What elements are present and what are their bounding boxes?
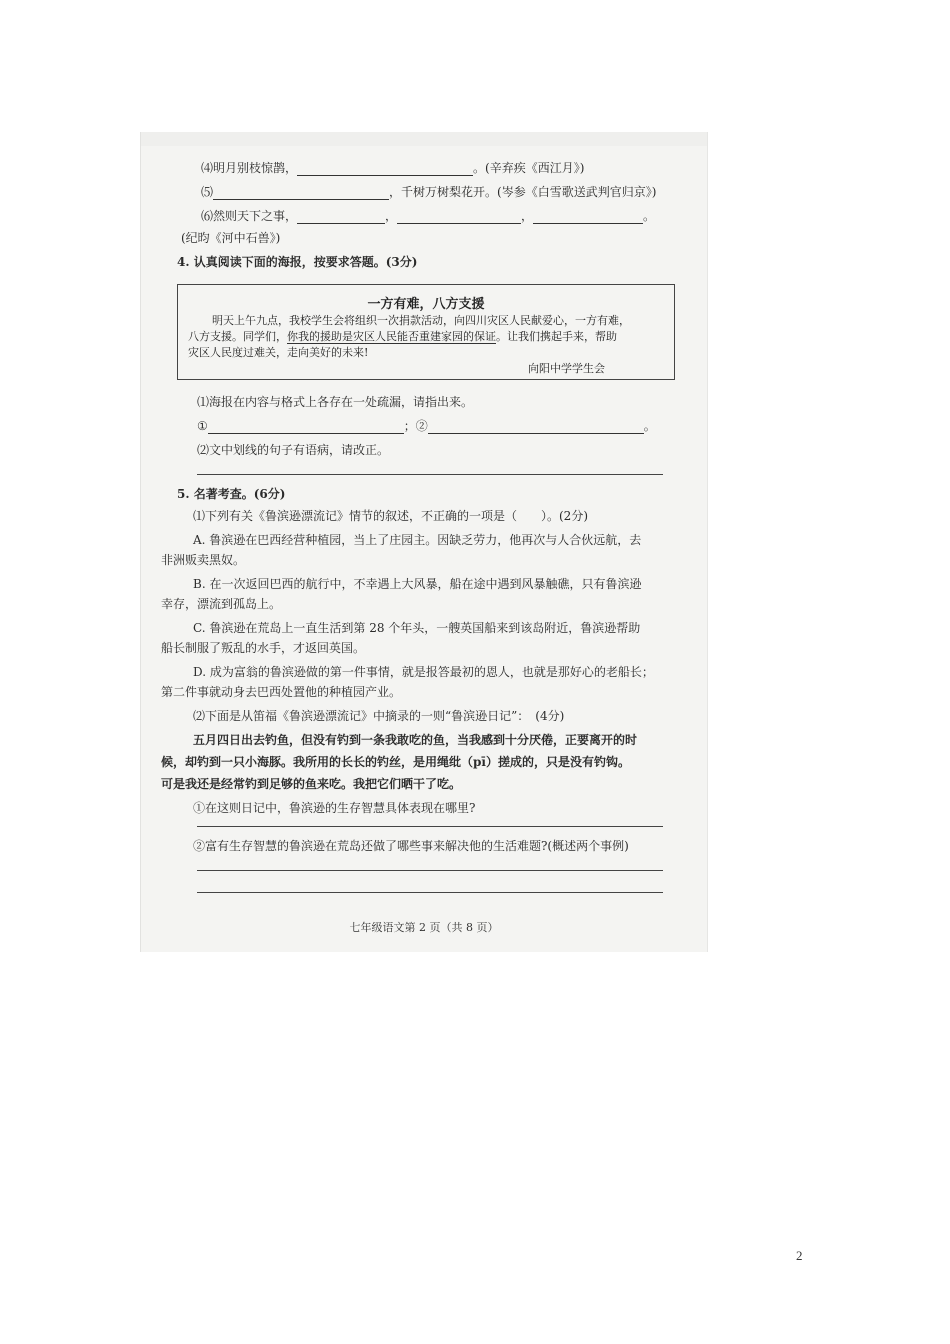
- q5-question-b: ②富有生存智慧的鲁滨逊在荒岛还做了哪些事来解决他的生活难题?(概述两个事例): [193, 839, 629, 853]
- q3-item6-source: (纪昀《河中石兽》): [181, 231, 281, 245]
- answer-line[interactable]: [197, 474, 663, 475]
- diary-line-1: 五月四日出去钓鱼，但没有钓到一条我敢吃的鱼，当我感到十分厌倦，正要离开的时: [193, 733, 638, 747]
- answer-blank[interactable]: [428, 421, 644, 434]
- answer-blank[interactable]: [208, 421, 404, 434]
- poster-line-2: 八方支援。同学们，你我的援助是灾区人民能否重建家园的保证。让我们携起手来，帮助: [188, 330, 617, 343]
- answer-blank[interactable]: [397, 211, 521, 224]
- option-b-line-1: B. 在一次返回巴西的航行中，不幸遇上大风暴，船在途中遇到风暴触礁，只有鲁滨逊: [193, 577, 642, 591]
- poster-signature: 向阳中学学生会: [528, 362, 605, 375]
- answer-line[interactable]: [197, 826, 663, 827]
- answer-blank[interactable]: [297, 163, 473, 176]
- answer-line[interactable]: [197, 892, 663, 893]
- option-c-line-1: C. 鲁滨逊在荒岛上一直生活到第 28 个年头，一艘英国船来到该岛附近，鲁滨逊帮助: [193, 621, 641, 635]
- exam-page-footer: 七年级语文第 2 页（共 8 页）: [349, 921, 499, 934]
- q4-heading: 4. 认真阅读下面的海报，按要求答题。(3分): [177, 255, 418, 269]
- poster-line-1: 明天上午九点，我校学生会将组织一次捐款活动，向四川灾区人民献爱心，一方有难，: [212, 314, 630, 327]
- q4-sub2: ⑵文中划线的句子有语病，请改正。: [197, 443, 390, 457]
- option-a-line-1: A. 鲁滨逊在巴西经营种植园，当上了庄园主。因缺乏劳力，他再次与人合伙远航，去: [193, 533, 642, 547]
- q3-item4: ⑷明月别枝惊鹊， 。(辛弃疾《西江月》): [201, 161, 585, 175]
- q3-item6: ⑹然则天下之事， ， ， 。: [201, 209, 656, 223]
- q5-question-a: ①在这则日记中，鲁滨逊的生存智慧具体表现在哪里?: [193, 801, 476, 815]
- q5-sub2: ⑵下面是从笛福《鲁滨逊漂流记》中摘录的一则“鲁滨逊日记”： (4分): [193, 709, 565, 723]
- poster-line-3: 灾区人民度过难关，走向美好的未来!: [188, 346, 369, 359]
- option-d-line-2: 第二件事就动身去巴西处置他的种植园产业。: [161, 685, 402, 699]
- diary-line-2: 候，却钓到一只小海豚。我所用的长长的钓丝，是用绳纰（pī）搓成的，只是没有钓钩。: [161, 755, 630, 769]
- option-a-line-2: 非洲贩卖黑奴。: [161, 553, 246, 567]
- option-c-line-2: 船长制服了叛乱的水手，才返回英国。: [161, 641, 366, 655]
- answer-line[interactable]: [197, 870, 663, 871]
- underlined-sentence: 你我的援助是灾区人民能否重建家园的保证: [287, 330, 496, 343]
- q5-sub1: ⑴下列有关《鲁滨逊漂流记》情节的叙述，不正确的一项是（ ）。(2分): [193, 509, 589, 523]
- q3-item5: ⑸ ，千树万树梨花开。(岑参《白雪歌送武判官归京》): [201, 185, 657, 199]
- option-d-line-1: D. 成为富翁的鲁滨逊做的第一件事情，就是报答最初的恩人，也就是那好心的老船长；: [193, 665, 654, 679]
- q5-heading: 5. 名著考查。(6分): [177, 487, 286, 501]
- q4-sub1: ⑴海报在内容与格式上各存在一处疏漏，请指出来。: [197, 395, 474, 409]
- answer-blank[interactable]: [297, 211, 385, 224]
- q4-sub1-answers: ① ；② 。: [197, 419, 656, 433]
- page-number: 2: [796, 1248, 803, 1263]
- poster-box: [177, 284, 675, 380]
- diary-line-3: 可是我还是经常钓到足够的鱼来吃。我把它们晒干了吃。: [161, 777, 462, 791]
- scan-top-edge: [141, 132, 707, 146]
- scanned-exam-page: [140, 132, 708, 952]
- answer-blank[interactable]: [213, 187, 389, 200]
- poster-title: 一方有难，八方支援: [367, 297, 485, 312]
- answer-blank[interactable]: [533, 211, 643, 224]
- option-b-line-2: 幸存，漂流到孤岛上。: [161, 597, 282, 611]
